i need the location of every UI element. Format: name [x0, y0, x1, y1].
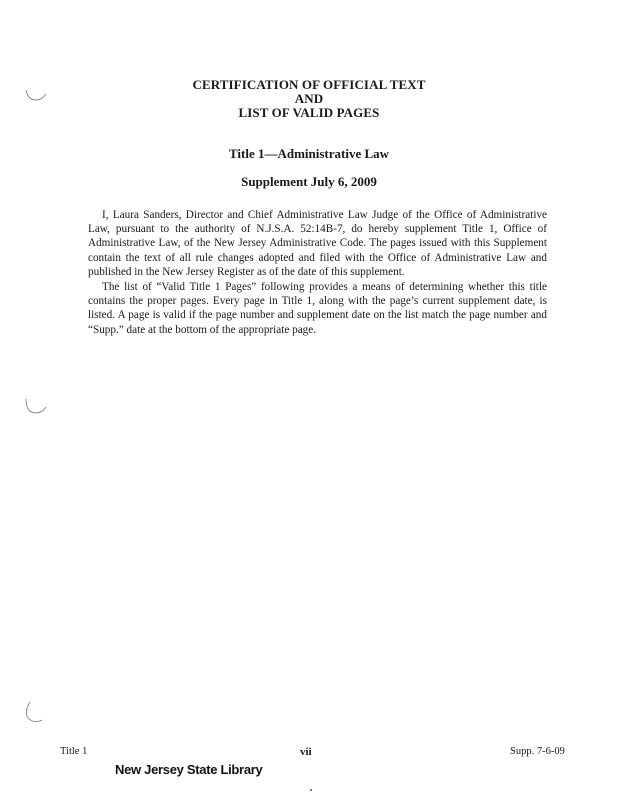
title-name: Title 1—Administrative Law: [228, 146, 390, 161]
scan-speck: [310, 789, 312, 791]
punch-hole-mark: [20, 700, 50, 726]
supplement-date: Supplement July 6, 2009: [241, 174, 377, 189]
heading-line-1: CERTIFICATION OF OFFICIAL TEXT: [192, 77, 426, 92]
footer-title: Title 1: [60, 746, 88, 757]
valid-pages-paragraph: The list of “Valid Title 1 Pages” following provides a means of determining whether this title contains the proper pages. Every page in Title 1, along with the page’s current supplement date, is listed. A page is valid if the page number and supplement date on the list match the page number and “Supp.” date at the bottom of the appropriate page.: [88, 281, 547, 336]
library-stamp: New Jersey State Library: [115, 762, 263, 777]
footer-supplement: Supp. 7-6-09: [510, 746, 565, 757]
certification-paragraph: I, Laura Sanders, Director and Chief Administrative Law Judge of the Office of Administrative Law, pursuant to the authority of N.J.S.A. 52:14B-7, do hereby supplement Title 1, Office of Administrative Law, of the New Jersey Administrative Code. The pages issued with this Supplement contain the text of all rule changes adopted and filed with the Office of Administrative Law and published in the New Jersey Register as of the date of this supplement.: [88, 209, 547, 278]
certification-heading: [0, 78, 618, 120]
heading-line-2: AND: [294, 91, 324, 106]
punch-hole-mark: [20, 395, 50, 421]
page-number: vii: [300, 746, 312, 758]
heading-line-3: LIST OF VALID PAGES: [238, 105, 380, 120]
